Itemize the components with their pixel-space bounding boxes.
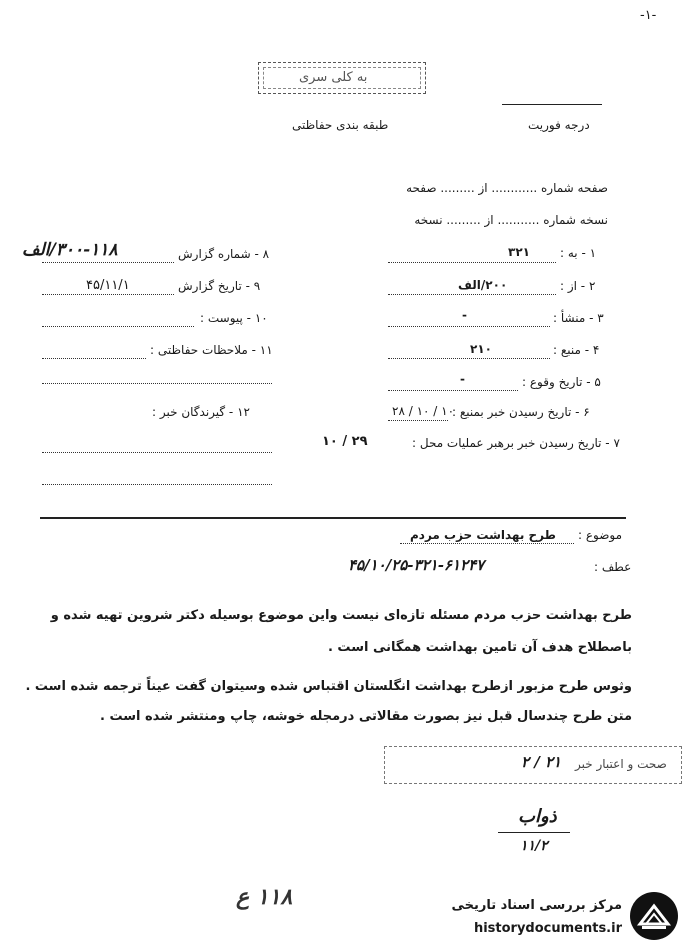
notes-dots [42, 358, 146, 359]
assessment-box [384, 746, 682, 784]
assessment-value: ۲ / ۲۱ [521, 753, 562, 771]
to-label: ۱ - به : [560, 246, 597, 260]
bottom-handwriting: ۱۱۸ ع [236, 884, 293, 910]
event-date-dots [388, 390, 518, 391]
page-marker: -۱- [640, 8, 657, 23]
stamp-text: به کلی سری [299, 70, 368, 85]
reference-value: ۴۵/۱۰/۲۵-۳۲۱-۶۱۲۴۷ [348, 556, 485, 574]
report-date-value: ۴۵/۱۱/۱ [86, 278, 130, 293]
copy-number-field: نسخه شماره ........... از ......... نسخه [414, 213, 608, 227]
signature-line [498, 832, 570, 833]
report-date-label: ۹ - تاریخ گزارش [178, 279, 261, 293]
subject-dots [400, 543, 574, 544]
origin-label: ۳ - منشأ : [553, 311, 604, 325]
source-dots [388, 358, 550, 359]
archive-logo-icon [628, 890, 680, 942]
assessment-label: صحت و اعتبار خبر [575, 757, 667, 771]
page-number-field: صفحه شماره ............ از ......... صفحه [406, 181, 608, 195]
from-value: ۲۰۰/الف [458, 278, 508, 292]
report-date-dots [42, 294, 174, 295]
subject-value: طرح بهداشت حزب مردم [410, 528, 556, 542]
classification-stamp [258, 62, 426, 94]
receipt-date-label: ۶ - تاریخ رسیدن خبر بمنبع : [452, 405, 590, 419]
report-number-value: ۳۰۰-۱۱۸/الف [22, 240, 118, 260]
attachment-label: ۱۰ - پیوست : [200, 311, 268, 325]
body-line-2: باصطلاح هدف آن تامین بهداشت همگانی است . [327, 640, 632, 655]
receipt-date-value: ۲۸ / ۱۰ / ۱۰ [392, 404, 455, 418]
report-number-dots [42, 262, 174, 263]
ops-date-value: ۱۰ / ۲۹ [322, 434, 368, 449]
recipients-dots-2 [42, 484, 272, 485]
urgency-label: درجه فوریت [528, 118, 590, 132]
to-dots [388, 262, 556, 263]
reference-label: عطف : [594, 560, 632, 574]
from-dots [388, 294, 556, 295]
notes-label: ۱۱ - ملاحظات حفاظتی : [150, 343, 273, 357]
watermark-title: مرکز بررسی اسناد تاریخی [451, 898, 622, 913]
body-line-4: متن طرح چندسال قبل نیز بصورت مقالاتی درمجله خوشه، چاپ ومنتشر شده است . [100, 709, 632, 724]
notes-dots-2 [42, 383, 272, 384]
source-value: ۲۱۰ [470, 342, 492, 356]
source-label: ۴ - منبع : [553, 343, 600, 357]
report-number-label: ۸ - شماره گزارش [178, 247, 270, 261]
event-date-value: - [460, 372, 465, 386]
ops-date-label: ۷ - تاریخ رسیدن خبر برهبر عملیات محل : [412, 436, 620, 450]
recipients-label: ۱۲ - گیرندگان خبر : [152, 405, 250, 419]
watermark-url: historydocuments.ir [473, 921, 622, 936]
urgency-line [502, 104, 602, 105]
subject-label: موضوع : [578, 528, 623, 542]
separator-line [40, 517, 626, 519]
classification-label: طبقه بندی حفاظتی [292, 118, 389, 132]
origin-dots [388, 326, 550, 327]
body-line-3: وثوس طرح مزبور ازطرح بهداشت انگلستان اقتباس شده وسیتوان گفت عیناً ترجمه شده است . [25, 679, 632, 694]
event-date-label: ۵ - تاریخ وقوع : [522, 375, 601, 389]
from-label: ۲ - از : [560, 279, 596, 293]
to-value: ۳۲۱ [508, 245, 530, 259]
recipients-dots-1 [42, 452, 272, 453]
origin-value: - [462, 308, 467, 322]
receipt-date-dots [388, 420, 448, 421]
body-line-1: طرح بهداشت حزب مردم مسئله تازه‌ای نیست واین موضوع بوسیله دکتر شروین تهیه شده و [50, 608, 632, 623]
signature: ذواب [518, 806, 557, 827]
attachment-dots [42, 326, 194, 327]
signature-date: ۱۱/۲ [520, 838, 548, 854]
